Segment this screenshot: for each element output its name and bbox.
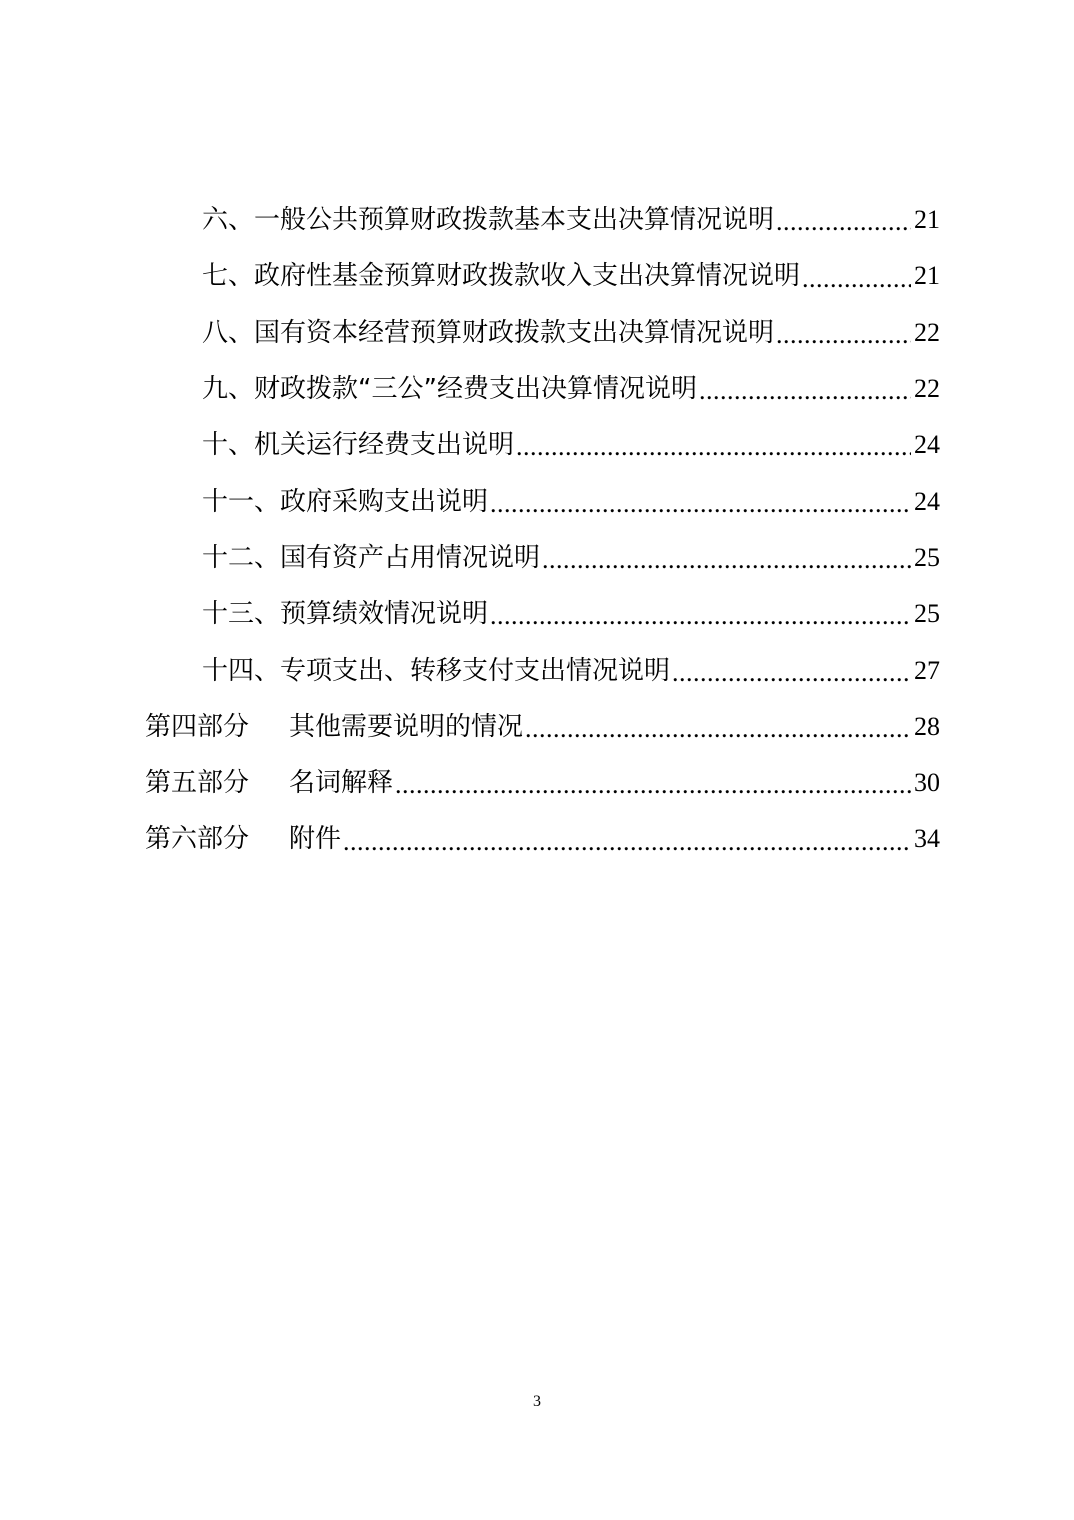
toc-entry[interactable] bbox=[0, 473, 1074, 529]
toc-leader-dots bbox=[542, 547, 911, 586]
toc-entry[interactable] bbox=[0, 586, 1074, 642]
toc-page-number: 25 bbox=[914, 599, 940, 629]
toc-page-number: 28 bbox=[914, 711, 940, 741]
toc-leader-dots bbox=[802, 266, 911, 305]
toc-entry-title bbox=[145, 711, 524, 742]
toc-entry-title: 八、国有资本经营预算财政拨款支出决算情况说明 bbox=[202, 317, 775, 348]
toc-entry-title: 七、政府性基金预算财政拨款收入支出决算情况说明 bbox=[202, 261, 801, 292]
toc-part-entry[interactable] bbox=[0, 755, 1074, 811]
toc-entry-title: 十四、专项支出、转移支付支出情况说明 bbox=[202, 655, 671, 686]
table-of-contents bbox=[0, 192, 1074, 868]
toc-leader-dots bbox=[490, 491, 911, 530]
toc-part-title: 其他需要说明的情况 bbox=[289, 711, 524, 742]
toc-part-title: 名词解释 bbox=[289, 768, 394, 799]
toc-entry[interactable] bbox=[0, 192, 1074, 248]
toc-page-number: 21 bbox=[914, 261, 940, 291]
toc-entry-title: 九、财政拨款“三公”经费支出决算情况说明 bbox=[202, 374, 697, 405]
toc-entry-title: 十、机关运行经费支出说明 bbox=[202, 430, 515, 461]
toc-part-entry[interactable] bbox=[0, 699, 1074, 755]
toc-part-title: 附件 bbox=[289, 824, 342, 855]
toc-entry[interactable] bbox=[0, 361, 1074, 417]
toc-page-number: 27 bbox=[914, 655, 940, 685]
toc-entry-title: 十二、国有资产占用情况说明 bbox=[202, 542, 541, 573]
page-number-footer: 3 bbox=[533, 1393, 541, 1410]
toc-page-number: 21 bbox=[914, 205, 940, 235]
toc-entry[interactable] bbox=[0, 305, 1074, 361]
toc-entry-title: 六、一般公共预算财政拨款基本支出决算情况说明 bbox=[202, 205, 775, 236]
toc-leader-dots bbox=[490, 603, 911, 642]
toc-leader-dots bbox=[525, 716, 911, 755]
toc-entry[interactable] bbox=[0, 248, 1074, 304]
toc-leader-dots bbox=[776, 322, 911, 361]
toc-page-number: 22 bbox=[914, 317, 940, 347]
toc-page-number: 34 bbox=[914, 824, 940, 854]
toc-page-number: 25 bbox=[914, 542, 940, 572]
toc-part-entry[interactable] bbox=[0, 811, 1074, 867]
toc-page-number: 24 bbox=[914, 486, 940, 516]
toc-entry-title: 十一、政府采购支出说明 bbox=[202, 486, 489, 517]
toc-leader-dots bbox=[395, 772, 911, 811]
toc-entry[interactable] bbox=[0, 417, 1074, 473]
toc-page-number: 30 bbox=[914, 768, 940, 798]
toc-part-label: 第五部分 bbox=[145, 768, 250, 799]
toc-leader-dots bbox=[343, 829, 911, 868]
toc-part-label: 第六部分 bbox=[145, 824, 250, 855]
toc-entry[interactable] bbox=[0, 530, 1074, 586]
toc-leader-dots bbox=[672, 660, 911, 699]
toc-part-label: 第四部分 bbox=[145, 711, 250, 742]
toc-page-number: 22 bbox=[914, 374, 940, 404]
toc-entry-title bbox=[145, 768, 394, 799]
toc-page-number: 24 bbox=[914, 430, 940, 460]
toc-entry[interactable] bbox=[0, 642, 1074, 698]
toc-leader-dots bbox=[776, 209, 911, 248]
toc-entry-title: 十三、预算绩效情况说明 bbox=[202, 599, 489, 630]
toc-leader-dots bbox=[516, 434, 911, 473]
toc-entry-title bbox=[145, 824, 342, 855]
toc-leader-dots bbox=[699, 378, 911, 417]
